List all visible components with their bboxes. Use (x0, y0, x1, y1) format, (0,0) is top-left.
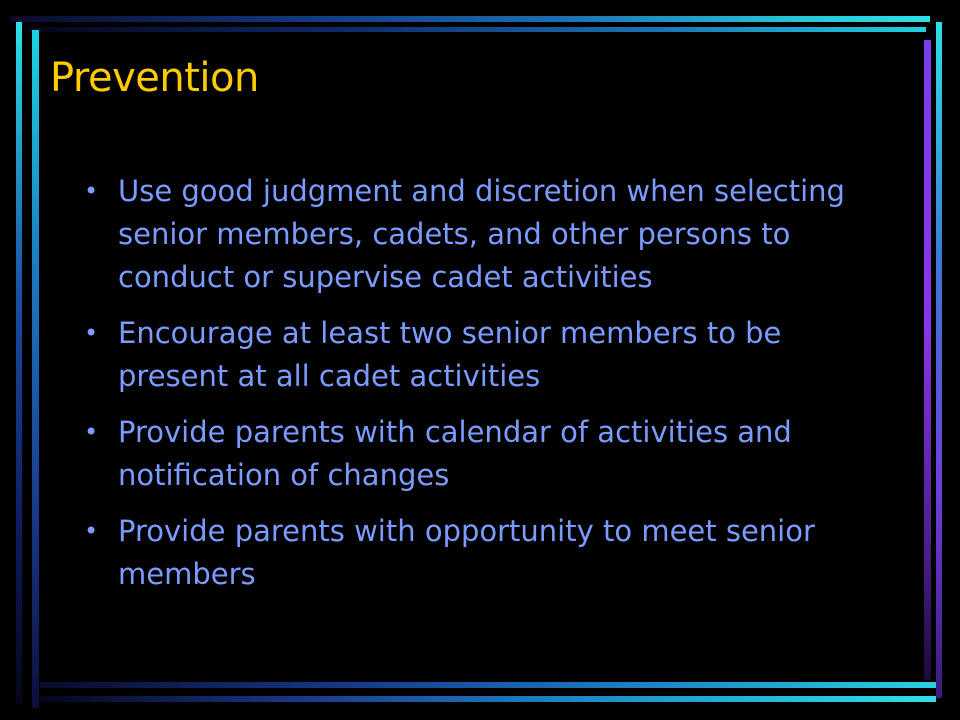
frame-left-outer-bar (16, 22, 22, 704)
bullet-text: Provide parents with calendar of activities and notification of changes (118, 415, 792, 492)
bullet-text: Use good judgment and discretion when selecting senior members, cadets, and other persons to conduct or supervise cadet activities (118, 174, 845, 294)
bullet-item (84, 312, 884, 398)
bullet-icon: • (84, 319, 99, 347)
bullet-list (84, 170, 884, 609)
bullet-text: Encourage at least two senior members to be present at all cadet activities (118, 316, 782, 393)
bullet-item (84, 411, 884, 497)
frame-bottom-outer-bar (40, 696, 936, 702)
bullet-icon: • (84, 177, 99, 205)
frame-top-inner-bar (28, 27, 926, 32)
bullet-item (84, 170, 884, 299)
frame-right-inner-bar (924, 40, 931, 680)
frame-top-outer-bar (10, 16, 930, 22)
bullet-icon: • (84, 517, 99, 545)
bullet-icon: • (84, 418, 99, 446)
bullet-text: Provide parents with opportunity to meet senior members (118, 514, 815, 591)
frame-bottom-inner-bar (40, 682, 936, 688)
bullet-item (84, 510, 884, 596)
frame-left-inner-bar (32, 30, 39, 708)
frame-right-outer-bar (936, 22, 942, 698)
slide-title: Prevention (50, 55, 259, 101)
